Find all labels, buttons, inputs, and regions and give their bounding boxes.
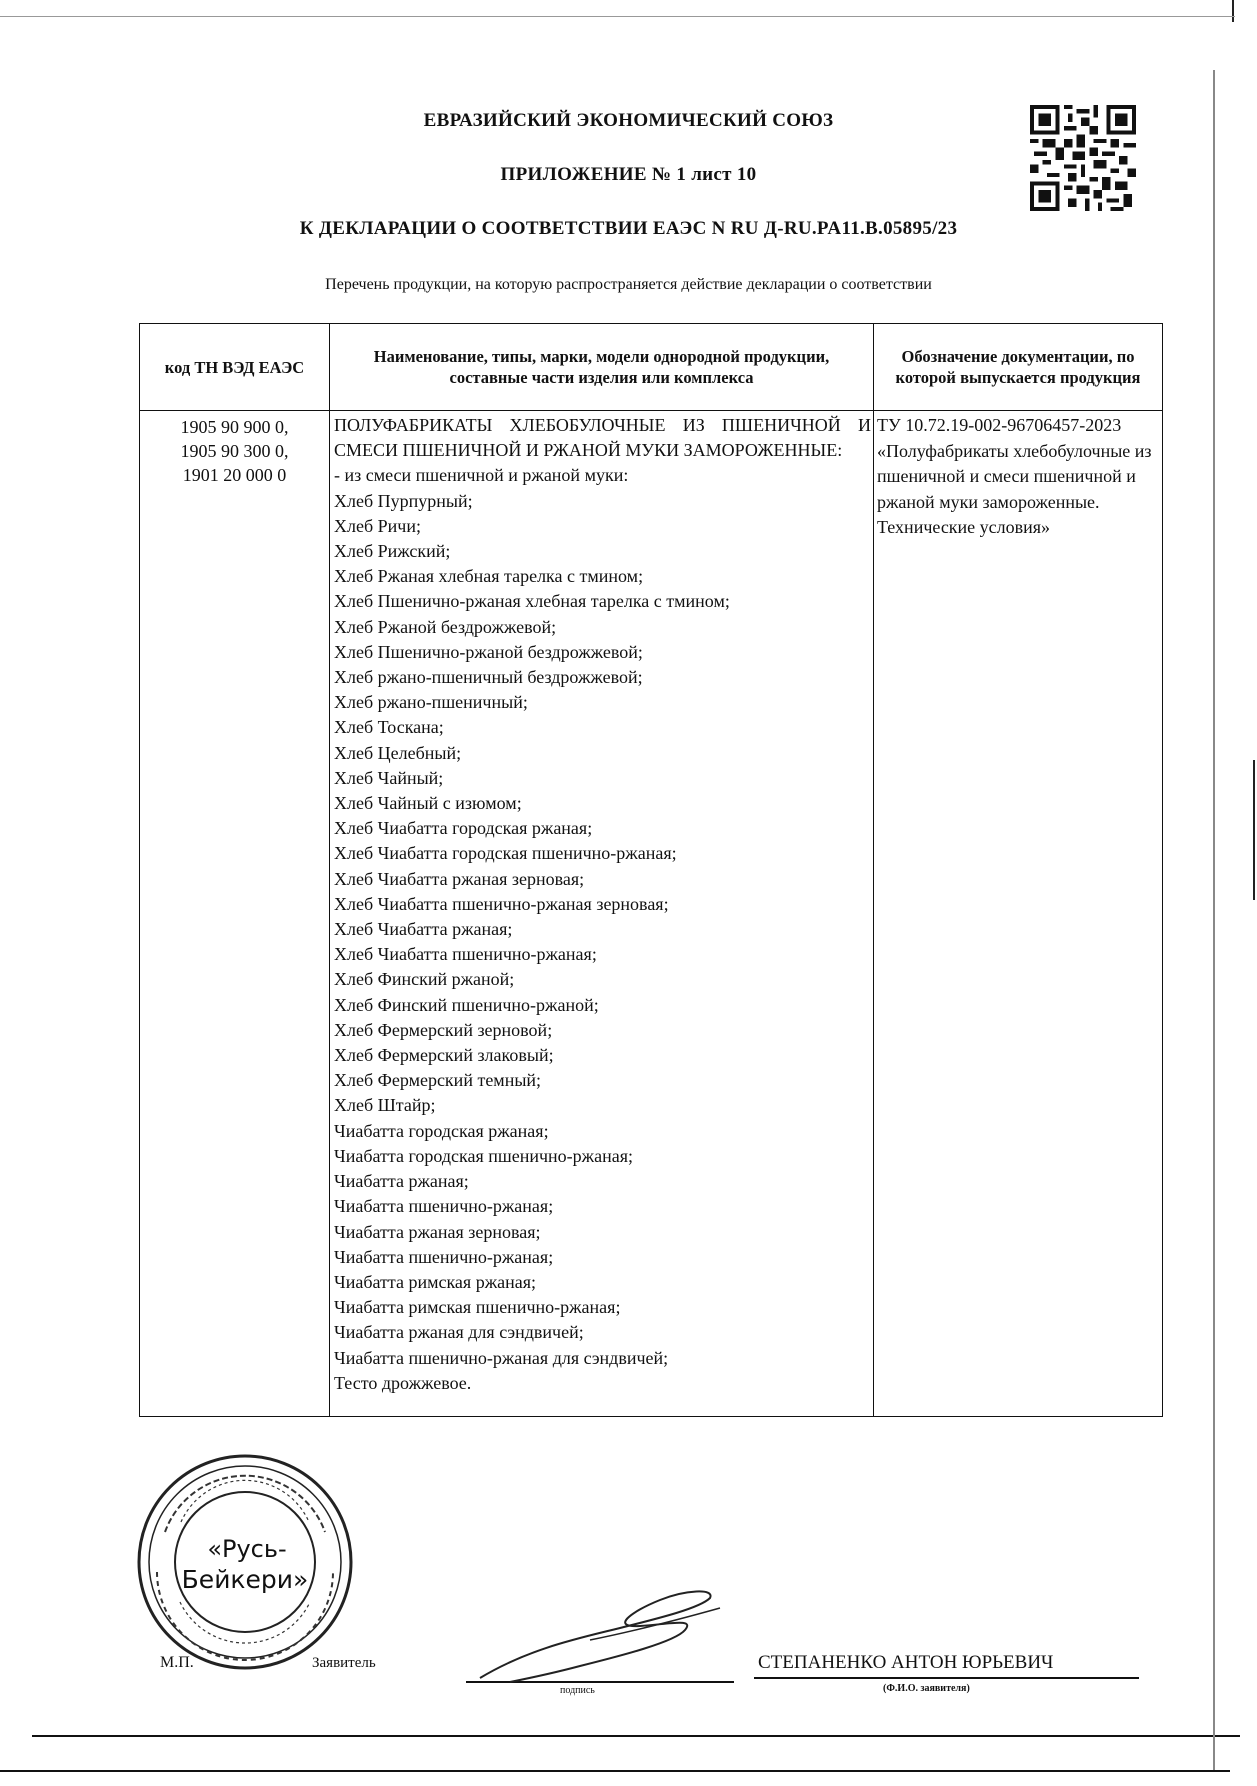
product-table [139, 323, 1163, 1417]
product-item: Хлеб Чиабатта городская ржаная; [334, 818, 593, 839]
signature-caption: подпись [560, 1685, 595, 1696]
document-designation: ТУ 10.72.19-002-96706457-2023 «Полуфабрикаты хлебобулочные из пшеничной и смеси пшеничной и ржаной муки замороженные. Технические условия» [877, 415, 1152, 537]
appendix-title: ПРИЛОЖЕНИЕ № 1 лист 10 [500, 164, 757, 185]
name-underline [754, 1677, 1139, 1679]
product-item: Хлеб Пшенично-ржаная хлебная тарелка с тмином; [334, 591, 730, 612]
product-items [334, 463, 871, 1396]
product-item: Чиабатта пшенично-ржаная для сэндвичей; [334, 1347, 669, 1368]
column-header-document: Обозначение документации, по которой выпускается продукция [874, 324, 1163, 411]
applicant-name: СТЕПАНЕНКО АНТОН ЮРЬЕВИЧ [758, 1652, 1054, 1673]
product-item: Хлеб Рижский; [334, 541, 451, 562]
code-item: 1901 20 000 0 [182, 465, 287, 485]
mp-label: М.П. [160, 1654, 194, 1671]
product-list-subtitle: Перечень продукции, на которую распространяется действие декларации о соответствии [325, 276, 932, 293]
code-item: 1905 90 900 0, [180, 417, 289, 437]
product-item: Чиабатта городская пшенично-ржаная; [334, 1145, 634, 1166]
product-item: Хлеб Пурпурный; [334, 490, 473, 511]
product-item: Хлеб Фермерский злаковый; [334, 1045, 554, 1066]
product-item: Чиабатта пшенично-ржаная; [334, 1246, 554, 1267]
product-item: Хлеб Финский пшенично-ржаной; [334, 994, 599, 1015]
name-caption: (Ф.И.О. заявителя) [883, 1683, 970, 1694]
declaration-title: К ДЕКЛАРАЦИИ О СООТВЕТСТВИИ ЕАЭС N RU Д-RU.PA11.B.05895/23 [299, 218, 958, 239]
right-edge-line [1213, 70, 1215, 1770]
document-cell [874, 411, 1163, 1417]
product-item: Чиабатта ржаная; [334, 1171, 469, 1192]
product-item: Хлеб Ричи; [334, 515, 421, 536]
top-edge [0, 16, 1235, 17]
column-header-name: Наименование, типы, марки, модели однородной продукции, составные части изделия или комплекса [330, 324, 874, 411]
product-item: Хлеб ржано-пшеничный бездрожжевой; [334, 667, 643, 688]
product-item: Хлеб Фермерский зерновой; [334, 1019, 553, 1040]
right-margin-line [1253, 760, 1255, 900]
product-item: Чиабатта городская ржаная; [334, 1120, 549, 1141]
product-item: Хлеб Чайный; [334, 767, 444, 788]
qr-code [1030, 103, 1136, 213]
product-item: Хлеб Чиабатта пшенично-ржаная зерновая; [334, 893, 669, 914]
round-seal [135, 1452, 355, 1672]
product-item: Тесто дрожжевое. [334, 1372, 472, 1393]
product-item: Хлеб Штайр; [334, 1095, 436, 1116]
codes-cell [140, 411, 330, 1417]
product-item: Хлеб Ржаная хлебная тарелка с тмином; [334, 566, 644, 587]
product-item: Чиабатта пшенично-ржаная; [334, 1196, 554, 1217]
product-item: Хлеб ржано-пшеничный; [334, 692, 528, 713]
product-item: Чиабатта римская ржаная; [334, 1271, 537, 1292]
seal-name-line1: «Русь- [207, 1535, 287, 1563]
applicant-label: Заявитель [312, 1655, 376, 1671]
product-item: Чиабатта римская пшенично-ржаная; [334, 1297, 621, 1318]
seal-name-line2: Бейкери» [181, 1565, 309, 1594]
product-item: Хлеб Ржаной бездрожжевой; [334, 616, 557, 637]
bottom-rule [32, 1735, 1240, 1737]
bottom-edge-line [0, 1770, 1230, 1772]
product-item: Хлеб Чиабатта ржаная; [334, 919, 513, 940]
product-item: - из смеси пшеничной и ржаной муки: [334, 465, 629, 486]
top-edge-line [1232, 0, 1234, 22]
product-item: Хлеб Чиабатта пшенично-ржаная; [334, 944, 597, 965]
table-row [140, 411, 1163, 1417]
product-group: ПОЛУФАБРИКАТЫ ХЛЕБОБУЛОЧНЫЕ ИЗ ПШЕНИЧНОЙ И СМЕСИ ПШЕНИЧНОЙ И РЖАНОЙ МУКИ ЗАМОРОЖЕННЫЕ: [334, 415, 871, 461]
product-item: Хлеб Фермерский темный; [334, 1070, 542, 1091]
product-item: Хлеб Целебный; [334, 742, 462, 763]
product-item: Хлеб Пшенично-ржаной бездрожжевой; [334, 641, 643, 662]
product-item: Чиабатта ржаная для сэндвичей; [334, 1322, 584, 1343]
code-item: 1905 90 300 0, [180, 441, 289, 461]
product-item: Хлеб Чиабатта ржаная зерновая; [334, 868, 585, 889]
product-item: Хлеб Тоскана; [334, 717, 444, 738]
product-item: Хлеб Чиабатта городская пшенично-ржаная; [334, 843, 677, 864]
product-item: Чиабатта ржаная зерновая; [334, 1221, 541, 1242]
names-cell [330, 411, 874, 1417]
table-header-row [140, 324, 1163, 411]
applicant-signature [470, 1578, 730, 1688]
column-header-code: код ТН ВЭД ЕАЭС [140, 324, 330, 411]
union-title: ЕВРАЗИЙСКИЙ ЭКОНОМИЧЕСКИЙ СОЮЗ [423, 110, 834, 131]
product-item: Хлеб Чайный с изюмом; [334, 793, 522, 814]
product-item: Хлеб Финский ржаной; [334, 969, 515, 990]
